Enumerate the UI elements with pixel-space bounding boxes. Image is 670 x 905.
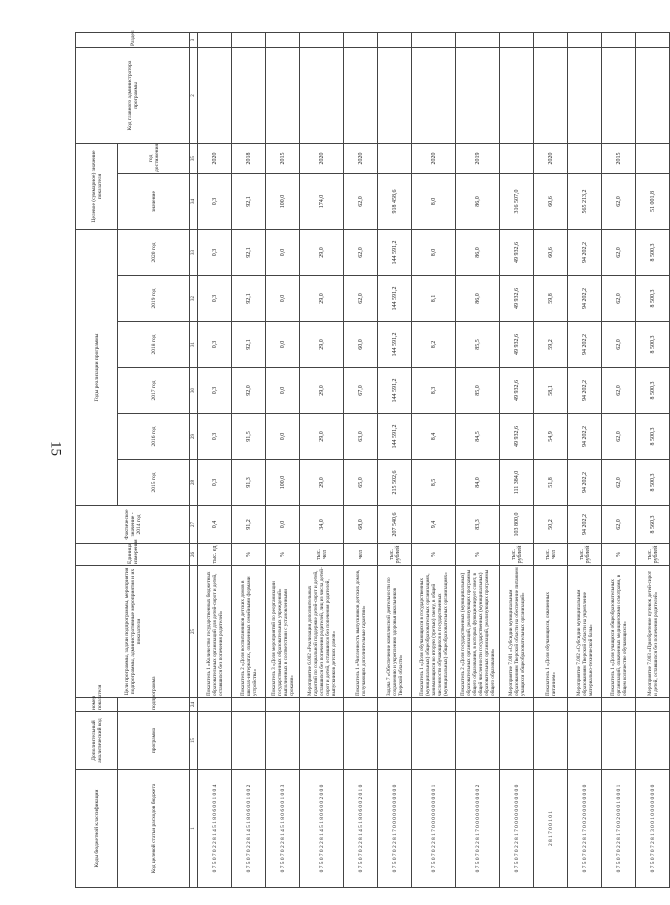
indicator-cell: [500, 698, 534, 712]
budget-code-cell: 0 7 5 0 7 0 2 2 8 1 7 0 0 0 0 0 0 0 0 0 0 0: [500, 770, 534, 888]
target-year-cell: [568, 143, 602, 173]
year-value-cell: 62,0: [344, 230, 378, 276]
indicator-cell: [198, 698, 232, 712]
header-subprogram: подпрограмма: [118, 698, 190, 712]
section-cell: [300, 32, 344, 47]
fact-2014-cell: 91,2: [232, 506, 266, 544]
target-value-cell: 62,0: [344, 174, 378, 230]
target-year-cell: 2020: [198, 143, 232, 173]
fact-2014-cell: 62,0: [602, 506, 636, 544]
target-value-cell: 0,3: [198, 174, 232, 230]
budget-code-cell: 0 7 5 0 7 0 2 2 8 1 7 0 0 0 0 0 0 0 0 0 0 2: [456, 770, 500, 888]
index-cell: 34: [190, 174, 198, 230]
fact-2014-cell: 0,0: [266, 506, 300, 544]
fact-2014-cell: 8 560,3: [636, 506, 670, 544]
unit-cell: тыс. чел: [534, 544, 568, 566]
table-row: [232, 32, 266, 887]
header-target-group: Целевое (суммарное) значение показателя: [76, 143, 118, 229]
target-value-cell: 60,6: [534, 174, 568, 230]
year-value-cell: 54,9: [534, 414, 568, 460]
year-value-cell: 29,0: [300, 368, 344, 414]
year-value-cell: 49 932,6: [500, 276, 534, 322]
index-cell: 3: [190, 32, 198, 47]
year-value-cell: 86,0: [456, 276, 500, 322]
header-indicator-no: номер показателя: [76, 698, 118, 712]
target-year-cell: 2020: [300, 143, 344, 173]
fact-2014-cell: 0,4: [198, 506, 232, 544]
year-value-cell: 94 202,2: [568, 230, 602, 276]
budget-code-cell: 0 7 5 0 7 0 2 2 8 1 4 5 1 8 0 6 0 0 1 0 0 4: [198, 770, 232, 888]
fact-2014-cell: 83,3: [456, 506, 500, 544]
section-cell: [266, 32, 300, 47]
target-value-cell: 62,0: [602, 174, 636, 230]
unit-cell: %: [266, 544, 300, 566]
unit-cell: тыс. чел: [300, 544, 344, 566]
fact-2014-cell: 103 800,0: [500, 506, 534, 544]
year-value-cell: 92,0: [232, 368, 266, 414]
budget-code-cell: 0 7 5 0 7 0 2 2 8 1 7 0 0 0 0 0 0 0 0 0 0 0: [378, 770, 412, 888]
page-number: 15: [47, 441, 64, 456]
indicator-cell: [412, 698, 456, 712]
year-value-cell: 0,0: [266, 276, 300, 322]
admin-code-cell: [232, 47, 266, 143]
budget-code-cell: 0 7 5 0 7 0 2 2 8 1 4 5 1 8 0 6 0 0 2 0 1 0: [344, 770, 378, 888]
fact-2014-cell: 207 540,6: [378, 506, 412, 544]
year-value-cell: 29,0: [300, 230, 344, 276]
budget-code-cell: 0 7 5 0 7 0 2 2 8 1 7 0 0 2 0 0 0 1 0 0 0 1: [602, 770, 636, 888]
purpose-code-cell: [344, 712, 378, 770]
table-row: [568, 32, 602, 887]
indicator-cell: [534, 698, 568, 712]
index-cell: 24: [190, 698, 198, 712]
year-value-cell: 85,0: [456, 368, 500, 414]
year-value-cell: 8 500,3: [636, 230, 670, 276]
target-value-cell: 92,1: [232, 174, 266, 230]
purpose-code-cell: [300, 712, 344, 770]
year-value-cell: 94 202,2: [568, 460, 602, 506]
year-value-cell: 94 202,2: [568, 368, 602, 414]
purpose-code-cell: [232, 712, 266, 770]
table-row: [500, 32, 534, 887]
table-row: [300, 32, 344, 887]
target-year-cell: 2015: [266, 143, 300, 173]
table-row: [266, 32, 300, 887]
year-value-cell: 0,0: [266, 230, 300, 276]
year-value-cell: 62,0: [602, 230, 636, 276]
admin-code-cell: [378, 47, 412, 143]
table-row: [412, 32, 456, 887]
budget-code-cell: 0 7 5 0 7 0 2 2 8 1 7 0 0 0 0 0 0 0 0 0 0 1: [412, 770, 456, 888]
purpose-code-cell: [198, 712, 232, 770]
year-value-cell: 60,0: [344, 322, 378, 368]
purpose-code-cell: [568, 712, 602, 770]
year-value-cell: 91,3: [232, 460, 266, 506]
table-row: [636, 32, 670, 887]
section-cell: [412, 32, 456, 47]
target-value-cell: 100,0: [266, 174, 300, 230]
year-value-cell: 8 500,3: [636, 414, 670, 460]
header-program: программа: [118, 712, 190, 770]
year-value-cell: 62,0: [602, 276, 636, 322]
fact-2014-cell: 50,2: [534, 506, 568, 544]
index-cell: 25: [190, 566, 198, 698]
description-cell: Показатель 1 «Количество государственных бюджетных образовательных организаций для детей-сирот и детей, оставшихся без попечения родителей»: [198, 566, 232, 698]
description-cell: Мероприятие 6.002 «Реализация дополнительных гарантий по социальной поддержке детей-сирот и детей, оставшихся без попечения родителей, лиц из числа детей-сирот и детей, оставшихся без попечения родителей, выпускников детских домов»: [300, 566, 344, 698]
table-row: [456, 32, 500, 887]
year-value-cell: 63,0: [344, 414, 378, 460]
year-value-cell: 84,0: [456, 460, 500, 506]
fact-2014-cell: 68,0: [344, 506, 378, 544]
target-year-cell: 2015: [602, 143, 636, 173]
description-cell: Показатель 1 «Численность выпускников детских домов, получающих дополнительные гарантии»: [344, 566, 378, 698]
admin-code-cell: [602, 47, 636, 143]
year-value-cell: 65,0: [344, 460, 378, 506]
year-value-cell: 144 591,2: [378, 322, 412, 368]
header-year-2020: 2020 год: [118, 230, 190, 276]
year-value-cell: 62,0: [344, 276, 378, 322]
target-year-cell: 2018: [232, 143, 266, 173]
indicator-cell: [344, 698, 378, 712]
year-value-cell: 29,0: [300, 414, 344, 460]
year-value-cell: 59,2: [534, 322, 568, 368]
year-value-cell: 8 500,3: [636, 276, 670, 322]
description-cell: Показатель 2 «Доля воспитанников детских домов в школах-интернатах, охваченных семейными формами устройства»: [232, 566, 266, 698]
year-value-cell: 0,0: [266, 322, 300, 368]
year-value-cell: 144 591,2: [378, 230, 412, 276]
index-cell: 15: [190, 712, 198, 770]
year-value-cell: 0,0: [266, 368, 300, 414]
target-year-cell: 2020: [534, 143, 568, 173]
indicator-cell: [456, 698, 500, 712]
year-value-cell: 29,0: [300, 460, 344, 506]
year-value-cell: 215 502,6: [378, 460, 412, 506]
year-value-cell: 49 932,6: [500, 230, 534, 276]
year-value-cell: 8 500,3: [636, 368, 670, 414]
target-value-cell: 918 458,6: [378, 174, 412, 230]
year-value-cell: 67,0: [344, 368, 378, 414]
unit-cell: %: [456, 544, 500, 566]
year-value-cell: 8 500,3: [636, 460, 670, 506]
table-row: [198, 32, 232, 887]
target-value-cell: 51 001,8: [636, 174, 670, 230]
description-cell: Мероприятие 7.003 «Приобретение путевок детей-сирот и детей, оставшихся без попечения родителей»: [636, 566, 670, 698]
description-cell: Показатель 2 «Доля государственных (муниципальных) образовательных организаций, реализующих программы общего образования, в которых функционирует совет, в общей численности государственных (муниципальных) образовательных организаций, реализующих программы общего образования»: [456, 566, 500, 698]
section-cell: [198, 32, 232, 47]
description-cell: Показатель 1 «Доля обучающихся в государственных (муниципальных) общеобразовательных организациях, занимающихся во вторую (третью) смену, в общей численности обучающихся в государственных (муниципальных) общеобразовательных организациях»: [412, 566, 456, 698]
year-value-cell: 111 384,0: [500, 460, 534, 506]
index-cell: 35: [190, 143, 198, 173]
year-value-cell: 91,5: [232, 414, 266, 460]
program-table: [75, 32, 670, 888]
fact-2014-cell: 34,0: [300, 506, 344, 544]
section-cell: [534, 32, 568, 47]
table-row: [344, 32, 378, 887]
unit-cell: %: [602, 544, 636, 566]
unit-cell: чел: [344, 544, 378, 566]
description-cell: Мероприятие 7.001 «Субсидии муниципальным образованиям Тверской области на обеспечение питанием учащихся общеобразовательных организаций»: [500, 566, 534, 698]
budget-code-cell: 0 7 5 0 7 0 2 2 8 1 7 0 0 2 0 0 0 0 0 0 0 0: [568, 770, 602, 888]
target-value-cell: 8,0: [412, 174, 456, 230]
unit-cell: %: [412, 544, 456, 566]
unit-cell: тыс. рублей: [568, 544, 602, 566]
index-cell: 33: [190, 230, 198, 276]
header-year-2016: 2016 год: [118, 414, 190, 460]
description-cell: Мероприятие 7.002 «Субсидии муниципальным образованиям Тверской области на укрепление материально-технической базы»: [568, 566, 602, 698]
target-value-cell: 565 213,2: [568, 174, 602, 230]
year-value-cell: 94 202,2: [568, 276, 602, 322]
index-cell: 27: [190, 506, 198, 544]
purpose-code-cell: [266, 712, 300, 770]
year-value-cell: 8,5: [412, 460, 456, 506]
budget-code-cell: 0 7 5 0 7 0 2 2 8 1 4 5 1 8 0 6 0 0 2 0 0 0: [300, 770, 344, 888]
header-year-2015: 2015 год: [118, 460, 190, 506]
purpose-code-cell: [636, 712, 670, 770]
admin-code-cell: [198, 47, 232, 143]
year-value-cell: 62,0: [602, 368, 636, 414]
budget-code-cell: 2 8 1 7 0 0 1 0 1: [534, 770, 568, 888]
budget-code-cell: 0 7 5 0 7 0 7 2 8 1 3 0 0 1 0 0 0 0 0 0 0 0: [636, 770, 670, 888]
header-year-achieved: год достижения: [118, 143, 190, 173]
admin-code-cell: [456, 47, 500, 143]
header-target-item: Код целевой статьи расходов бюджета: [118, 770, 190, 888]
year-value-cell: 29,0: [300, 322, 344, 368]
unit-cell: тыс. рублей: [636, 544, 670, 566]
target-year-cell: [500, 143, 534, 173]
header-years-group: Годы реализации программы: [76, 230, 118, 506]
header-unit: Единица измерения: [76, 544, 190, 566]
year-value-cell: 0,3: [198, 322, 232, 368]
section-cell: [500, 32, 534, 47]
year-value-cell: 92,1: [232, 230, 266, 276]
target-year-cell: 2020: [412, 143, 456, 173]
year-value-cell: 49 932,6: [500, 368, 534, 414]
description-cell: Задача 7 «Обеспечение комплексной деятельности по сохранению и укреплению здоровья школьников Тверской области»: [378, 566, 412, 698]
index-cell: 31: [190, 322, 198, 368]
column-index-row: [190, 32, 198, 887]
year-value-cell: 60,6: [534, 230, 568, 276]
section-cell: [568, 32, 602, 47]
section-cell: [456, 32, 500, 47]
indicator-cell: [568, 698, 602, 712]
index-cell: 30: [190, 368, 198, 414]
unit-cell: тыс. рублей: [500, 544, 534, 566]
section-cell: [636, 32, 670, 47]
purpose-code-cell: [500, 712, 534, 770]
header-admin-code: Код главного администратора программы: [76, 47, 190, 143]
year-value-cell: 62,0: [602, 322, 636, 368]
unit-cell: тыс. рублей: [378, 544, 412, 566]
header-value: значение: [118, 174, 190, 230]
description-cell: Показатель 3 «Доля мероприятий по реорганизации государственных образовательных учреждений» выполненных в соответствии с установленными сроками»: [266, 566, 300, 698]
index-cell: 32: [190, 276, 198, 322]
purpose-code-cell: [412, 712, 456, 770]
year-value-cell: 8,4: [412, 414, 456, 460]
year-value-cell: 0,3: [198, 276, 232, 322]
year-value-cell: 0,3: [198, 368, 232, 414]
year-value-cell: 49 932,6: [500, 322, 534, 368]
target-value-cell: 316 507,0: [500, 174, 534, 230]
year-value-cell: 8 500,3: [636, 322, 670, 368]
target-year-cell: 2019: [456, 143, 500, 173]
admin-code-cell: [344, 47, 378, 143]
admin-code-cell: [412, 47, 456, 143]
index-cell: 2: [190, 47, 198, 143]
table-row: [602, 32, 636, 887]
year-value-cell: 85,5: [456, 322, 500, 368]
index-cell: 1: [190, 770, 198, 888]
indicator-cell: [266, 698, 300, 712]
year-value-cell: 0,3: [198, 230, 232, 276]
header-goal-column: Цели программы, задачи подпрограммы, мероприятия подпрограммы, административные мероприятия и их показатели: [76, 566, 190, 698]
purpose-code-cell: [534, 712, 568, 770]
fact-2014-cell: 9,4: [412, 506, 456, 544]
admin-code-cell: [534, 47, 568, 143]
year-value-cell: 144 591,2: [378, 414, 412, 460]
target-year-cell: [636, 143, 670, 173]
year-value-cell: 62,0: [602, 460, 636, 506]
year-value-cell: 0,0: [266, 414, 300, 460]
year-value-cell: 0,3: [198, 414, 232, 460]
year-value-cell: 29,0: [300, 276, 344, 322]
unit-cell: %: [232, 544, 266, 566]
section-cell: [232, 32, 266, 47]
rotated-table-area: [75, 30, 659, 888]
year-value-cell: 51,8: [534, 460, 568, 506]
table-row: [534, 32, 568, 887]
header-year-2017: 2017 год: [118, 368, 190, 414]
year-value-cell: 8,2: [412, 322, 456, 368]
indicator-cell: [232, 698, 266, 712]
purpose-code-cell: [378, 712, 412, 770]
year-value-cell: 0,3: [198, 460, 232, 506]
header-purpose-code: Дополнительный аналитический код: [76, 712, 118, 770]
admin-code-cell: [636, 47, 670, 143]
section-cell: [602, 32, 636, 47]
indicator-cell: [378, 698, 412, 712]
year-value-cell: 94 202,2: [568, 414, 602, 460]
target-year-cell: 2020: [344, 143, 378, 173]
target-value-cell: 174,0: [300, 174, 344, 230]
year-value-cell: 8,0: [412, 230, 456, 276]
year-value-cell: 144 591,2: [378, 368, 412, 414]
description-cell: Показатель 1 «Доля учащихся общеобразовательных организаций, охваченных медицинскими осмотрами, в общем количестве обучающихся»: [602, 566, 636, 698]
indicator-cell: [602, 698, 636, 712]
admin-code-cell: [568, 47, 602, 143]
year-value-cell: 59,8: [534, 276, 568, 322]
budget-code-cell: 0 7 5 0 7 0 2 2 8 1 4 5 1 8 0 6 0 0 1 0 0 2: [232, 770, 266, 888]
year-value-cell: 49 932,6: [500, 414, 534, 460]
year-value-cell: 84,5: [456, 414, 500, 460]
year-value-cell: 58,1: [534, 368, 568, 414]
header-year-2018: 2018 год: [118, 322, 190, 368]
year-value-cell: 92,1: [232, 276, 266, 322]
admin-code-cell: [300, 47, 344, 143]
year-value-cell: 8,1: [412, 276, 456, 322]
section-cell: [344, 32, 378, 47]
header-budget-codes: Коды бюджетной классификации: [76, 770, 118, 888]
admin-code-cell: [500, 47, 534, 143]
year-value-cell: 8,3: [412, 368, 456, 414]
indicator-cell: [636, 698, 670, 712]
year-value-cell: 100,0: [266, 460, 300, 506]
header-section: Раздел: [76, 32, 190, 47]
section-cell: [378, 32, 412, 47]
table-row: [378, 32, 412, 887]
indicator-cell: [300, 698, 344, 712]
purpose-code-cell: [456, 712, 500, 770]
admin-code-cell: [266, 47, 300, 143]
index-cell: 29: [190, 414, 198, 460]
fact-2014-cell: 94 202,2: [568, 506, 602, 544]
purpose-code-cell: [602, 712, 636, 770]
target-year-cell: [378, 143, 412, 173]
unit-cell: тыс. ед: [198, 544, 232, 566]
year-value-cell: 92,1: [232, 322, 266, 368]
table-body: [190, 32, 670, 887]
year-value-cell: 94 202,2: [568, 322, 602, 368]
budget-code-cell: 0 7 5 0 7 0 2 2 8 1 4 5 1 8 0 6 0 0 1 0 0 3: [266, 770, 300, 888]
target-value-cell: 86,0: [456, 174, 500, 230]
year-value-cell: 86,0: [456, 230, 500, 276]
index-cell: 28: [190, 460, 198, 506]
index-cell: 26: [190, 544, 198, 566]
header-year-2019: 2019 год: [118, 276, 190, 322]
description-cell: Показатель 1 «Доля обучающихся, охваченных питанием»: [534, 566, 568, 698]
year-value-cell: 62,0: [602, 414, 636, 460]
year-value-cell: 144 591,2: [378, 276, 412, 322]
header-fact-2014: Фактическое значение - 2014 год: [76, 506, 190, 544]
